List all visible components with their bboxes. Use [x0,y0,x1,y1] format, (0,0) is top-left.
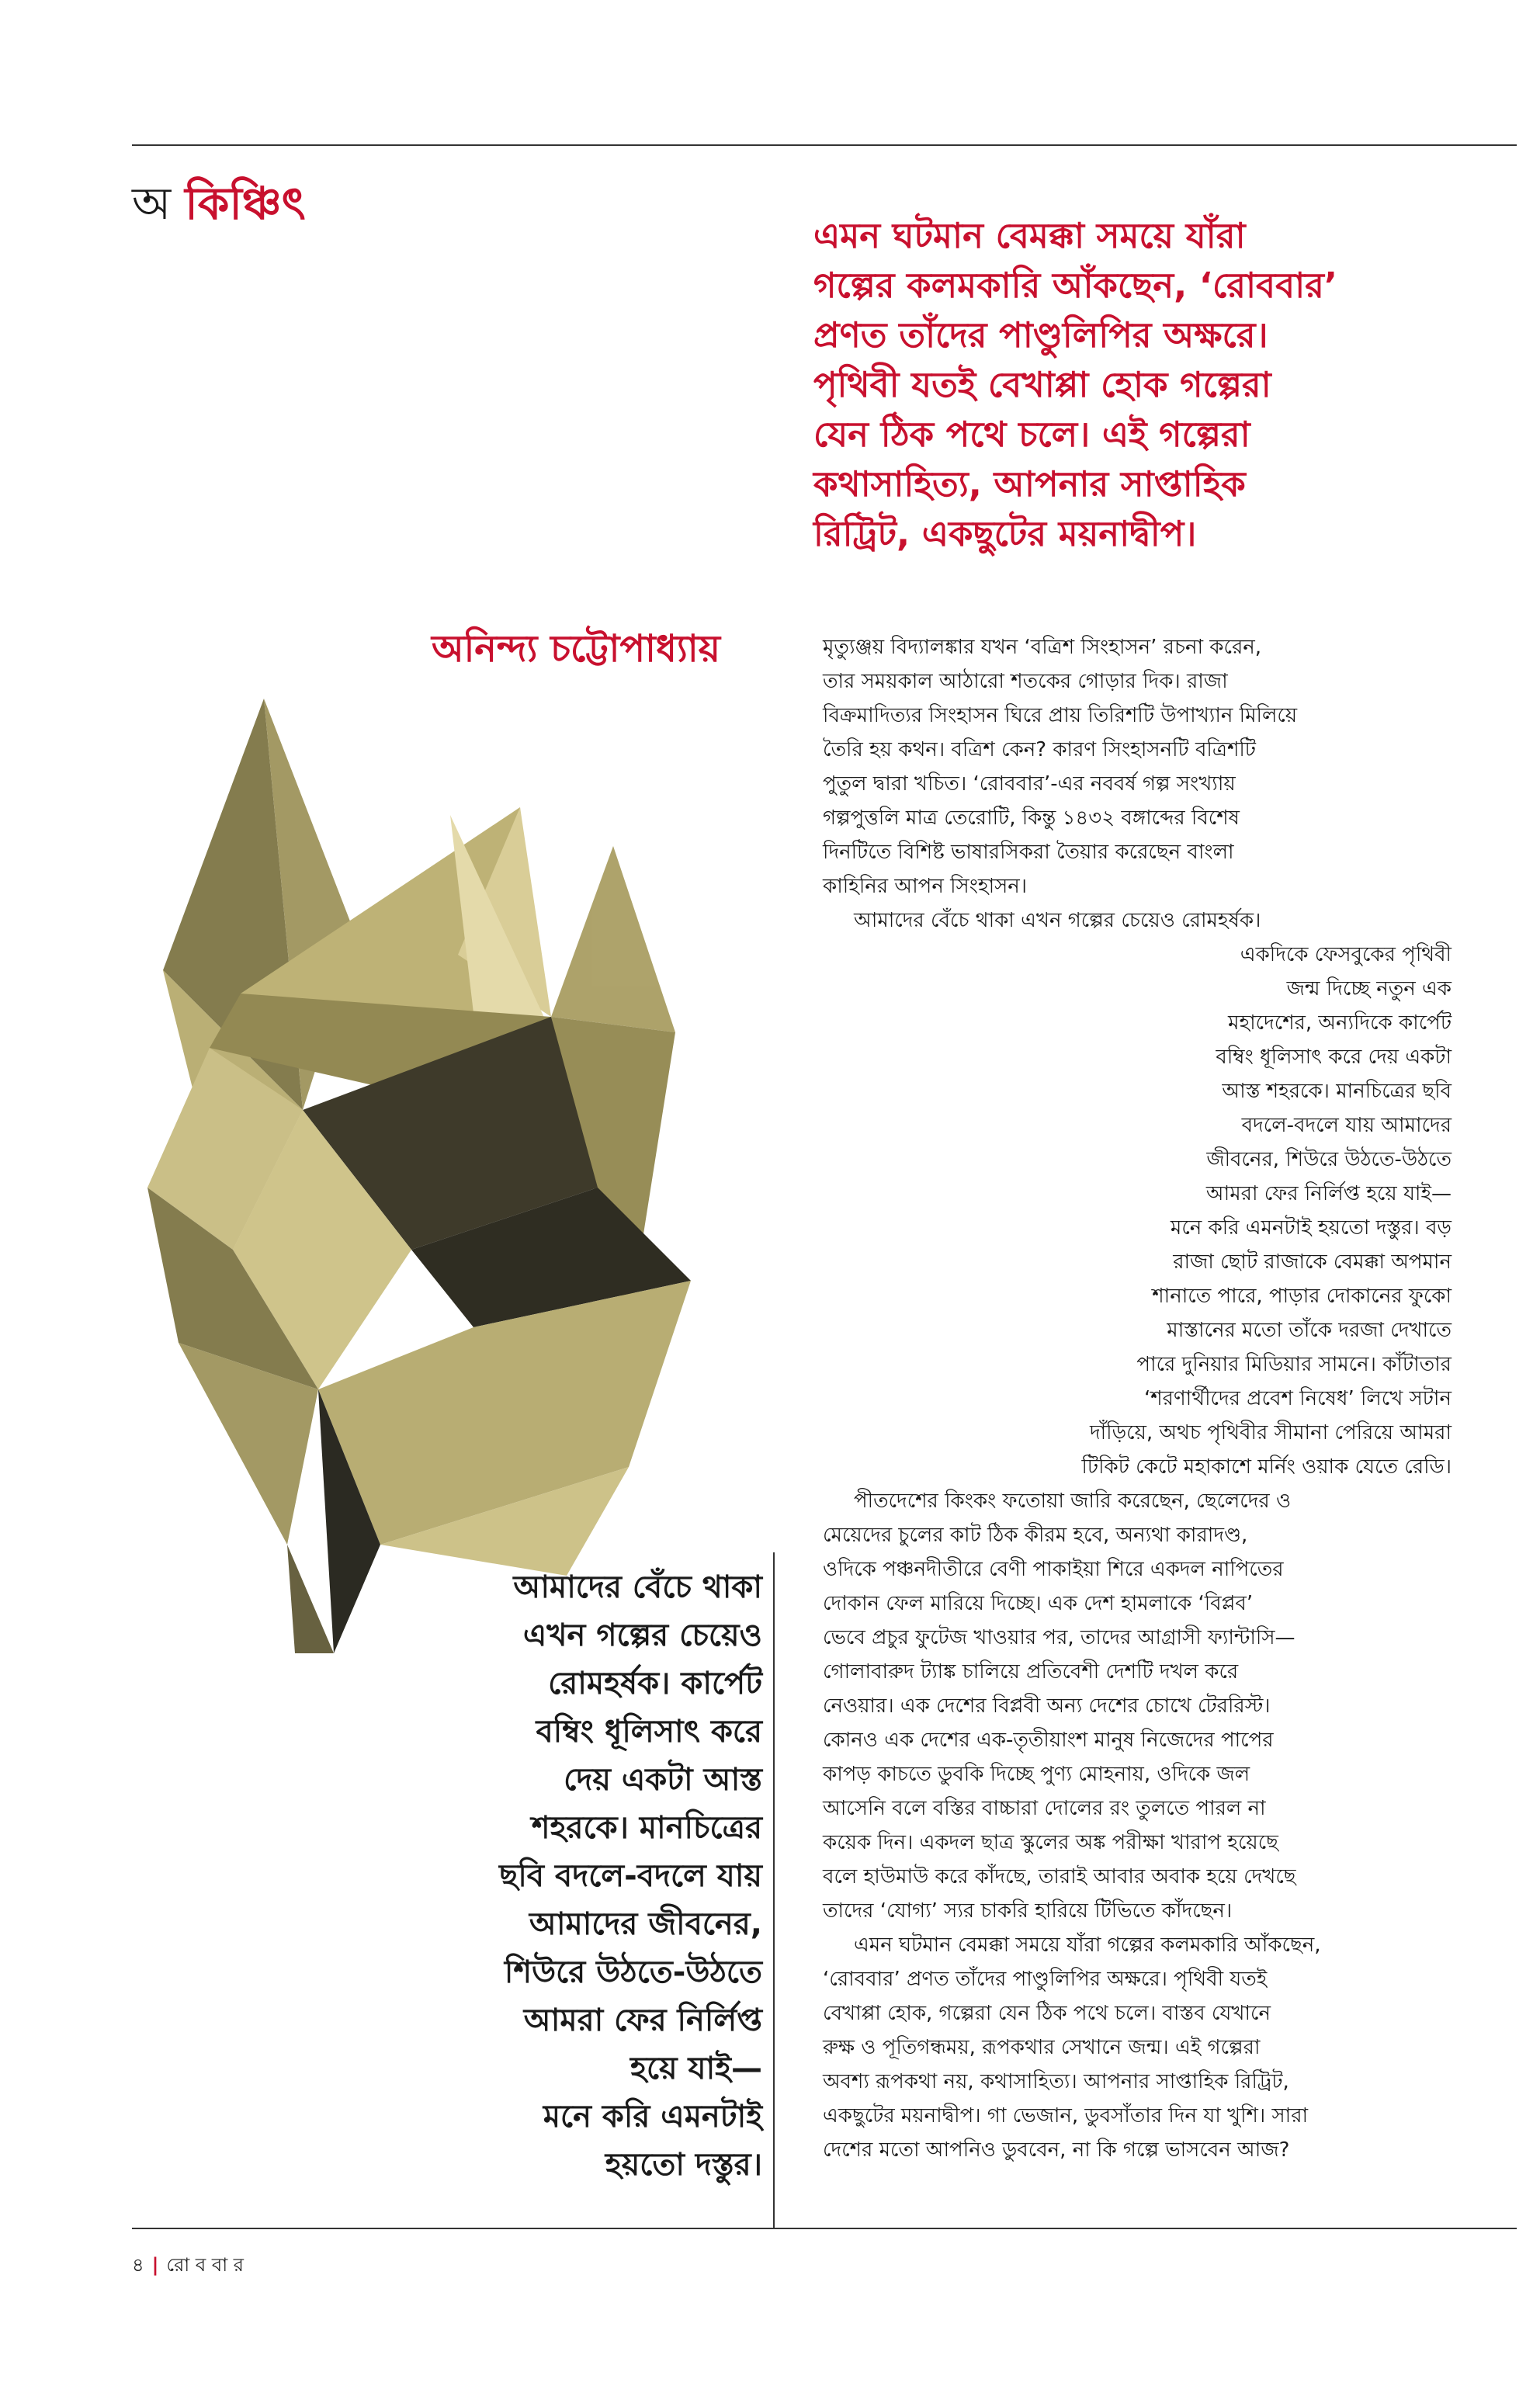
author-byline: অনিন্দ্য চট্টোপাধ্যায় [432,627,720,671]
body-line: টিকিট কেটে মহাকাশে মর্নিং ওয়াক যেতে রেডি। [1081,1455,1452,1479]
body-line: বলে হাউমাউ করে কাঁদছে, তারাই আবার অবাক হয়ে দেখছে [823,1865,1296,1888]
body-line: কাহিনির আপন সিংহাসন। [823,875,1028,898]
body-line: ‘রোববার’ প্রণত তাঁদের পাণ্ডুলিপির অক্ষরে। পৃথিবী যতই [823,1968,1268,1991]
body-line: জীবনের, শিউরে উঠতে-উঠতে [1206,1148,1452,1171]
article-body [823,630,1452,2167]
body-line: ওদিকে পঞ্চনদীতীরে বেণী পাকাইয়া শিরে একদল নাপিতের [823,1558,1284,1581]
body-line: দোকান ফেল মারিয়ে দিচ্ছে। এক দেশ হামলাকে ‘বিপ্লব’ [823,1592,1254,1615]
page-footer [132,2251,244,2282]
body-line: শানাতে পারে, পাড়ার দোকানের ফুকো [1152,1285,1452,1308]
body-line: গোলাবারুদ ট্যাঙ্ক চালিয়ে প্রতিবেশী দেশটি দখল করে [823,1660,1239,1684]
pull-quote-line: শহরকে। মানচিত্রের [531,1810,762,1846]
deck-line: পৃথিবী যতই বেখাপ্পা হোক গল্পেরা [813,364,1271,405]
body-line: আসেনি বলে বস্তির বাচ্চারা দোলের রং তুলতে পারল না [823,1797,1266,1820]
deck-line: গল্পের কলমকারি আঁকছেন, ‘রোববার’ [813,265,1338,306]
column-divider [773,1552,775,2228]
body-line: বেখাপ্পা হোক, গল্পেরা যেন ঠিক পথে চলে। বাস্তব যেখানে [823,2002,1271,2025]
body-line: রুক্ষ ও পূতিগন্ধময়, রূপকথার সেখানে জন্ম। এই গল্পেরা [823,2036,1261,2059]
body-line: দাঁড়িয়ে, অথচ পৃথিবীর সীমানা পেরিয়ে আমরা [1089,1421,1452,1444]
section-prefix: অ [132,177,172,230]
body-line: ‘শরণার্থীদের প্রবেশ নিষেধ’ লিখে সটান [1144,1387,1452,1410]
deck-line: যেন ঠিক পথে চলে। এই গল্পেরা [813,414,1250,455]
section-title: কিঞ্চিৎ [185,177,306,230]
body-line: তৈরি হয় কথন। বত্রিশ কেন? কারণ সিংহাসনটি বত্রিশটি [823,738,1256,761]
body-line: আমরা ফের নির্লিপ্ত হয়ে যাই— [1205,1182,1452,1205]
top-rule [132,144,1517,146]
body-line: তাদের ‘যোগ্য’ স্যর চাকরি হারিয়ে টিভিতে কাঁদছেন। [823,1899,1233,1923]
pull-quote-line: আমরা ফের নির্লিপ্ত [523,2003,762,2038]
body-line: দিনটিতে বিশিষ্ট ভাষারসিকরা তৈয়ার করেছেন বাংলা [823,841,1234,864]
body-line: পারে দুনিয়ার মিডিয়ার সামনে। কাঁটাতার [1136,1353,1452,1376]
body-line: একদিকে ফেসবুকের পৃথিবী [1240,943,1452,966]
body-line: মহাদেশের, অন্যদিকে কার্পেট [1228,1011,1452,1035]
pull-quote-line: বম্বিং ধূলিসাৎ করে [536,1714,762,1750]
footer-separator: | [151,2254,159,2276]
body-line: গল্পপুত্তলি মাত্র তেরোটি, কিন্তু ১৪৩২ বঙ্গাব্দের বিশেষ [823,806,1240,830]
body-line: একছুটের ময়নাদ্বীপ। গা ভেজান, ডুবসাঁতার দিন যা খুশি। সারা [823,2104,1309,2128]
body-line: মাস্তানের মতো তাঁকে দরজা দেখাতে [1167,1319,1452,1342]
body-line: নেওয়ার। এক দেশের বিপ্লবী অন্য দেশের চোখে টেররিস্ট। [823,1694,1271,1718]
body-line: অবশ্য রূপকথা নয়, কথাসাহিত্য। আপনার সাপ্তাহিক রিট্রিট, [823,2070,1289,2093]
pull-quote-line: দেয় একটা আস্ত [564,1762,762,1798]
body-line: মনে করি এমনটাই হয়তো দস্তুর। বড় [1170,1216,1452,1240]
pull-quote-line: হয়ে যাই— [630,2051,762,2086]
deck-line: কথাসাহিত্য, আপনার সাপ্তাহিক [813,463,1246,505]
pull-quote-line: ছবি বদলে-বদলে যায় [499,1858,762,1894]
body-line: পুতুল দ্বারা খচিত। ‘রোববার’-এর নববর্ষ গল্প সংখ্যায় [823,772,1236,796]
abstract-leaf-illustration [116,691,753,1653]
pull-quote-line: আমাদের বেঁচে থাকা [513,1569,762,1605]
deck-line: এমন ঘটমান বেমক্কা সময়ে যাঁরা [813,215,1246,256]
body-line: মেয়েদের চুলের কাট ঠিক কীরম হবে, অন্যথা কারাদণ্ড, [823,1524,1248,1547]
deck-line: প্রণত তাঁদের পাণ্ডুলিপির অক্ষরে। [813,314,1268,355]
body-line: জন্ম দিচ্ছে নতুন এক [1286,977,1452,1001]
body-line: রাজা ছোট রাজাকে বেমক্কা অপমান [1173,1250,1452,1274]
magazine-name: রো ব বা র [166,2254,245,2276]
body-line: পীতদেশের কিংকং ফতোয়া জারি করেছেন, ছেলেদের ও [854,1490,1292,1513]
pull-quote-line: রোমহর্ষক। কার্পেট [548,1666,762,1701]
pull-quote [405,1563,762,2189]
deck-line: রিট্রিট, একছুটের ময়নাদ্বীপ। [813,513,1197,554]
body-line: তার সময়কাল আঠারো শতকের গোড়ার দিক। রাজা [823,670,1228,693]
body-line: বম্বিং ধূলিসাৎ করে দেয় একটা [1216,1046,1452,1069]
body-line: বিক্রমাদিত্যর সিংহাসন ঘিরে প্রায় তিরিশটি উপাখ্যান মিলিয়ে [823,704,1298,727]
pull-quote-line: এখন গল্পের চেয়েও [522,1618,762,1653]
deck-text [813,211,1403,559]
page-number: ৪ [132,2254,144,2276]
body-line: এমন ঘটমান বেমক্কা সময়ে যাঁরা গল্পের কলমকারি আঁকছেন, [854,1933,1321,1957]
section-heading [132,169,306,245]
body-line: বদলে-বদলে যায় আমাদের [1241,1114,1452,1137]
body-line: ভেবে প্রচুর ফুটেজ খাওয়ার পর, তাদের আগ্রাসী ফ্যান্টাসি— [823,1626,1295,1649]
bottom-rule [132,2228,1517,2229]
pull-quote-line: হয়তো দস্তুর। [605,2147,762,2183]
body-line: দেশের মতো আপনিও ডুববেন, না কি গল্পে ভাসবেন আজ? [823,2138,1290,2162]
pull-quote-line: মনে করি এমনটাই [543,2099,762,2135]
body-line: কোনও এক দেশের এক-তৃতীয়াংশ মানুষ নিজেদের পাপের [823,1729,1274,1752]
body-line: আস্ত শহরকে। মানচিত্রের ছবি [1222,1080,1452,1103]
body-line: কয়েক দিন। একদল ছাত্র স্কুলের অঙ্ক পরীক্ষা খারাপ হয়েছে [823,1831,1278,1854]
body-line: মৃত্যুঞ্জয় বিদ্যালঙ্কার যখন ‘বত্রিশ সিংহাসন’ রচনা করেন, [823,636,1262,659]
body-line: কাপড় কাচতে ডুবকি দিচ্ছে পুণ্য মোহনায়, ওদিকে জল [823,1763,1250,1786]
pull-quote-line: আমাদের জীবনের, [529,1906,762,1942]
body-line: আমাদের বেঁচে থাকা এখন গল্পের চেয়েও রোমহর্ষক। [854,909,1261,932]
pull-quote-line: শিউরে উঠতে-উঠতে [504,1954,762,1990]
